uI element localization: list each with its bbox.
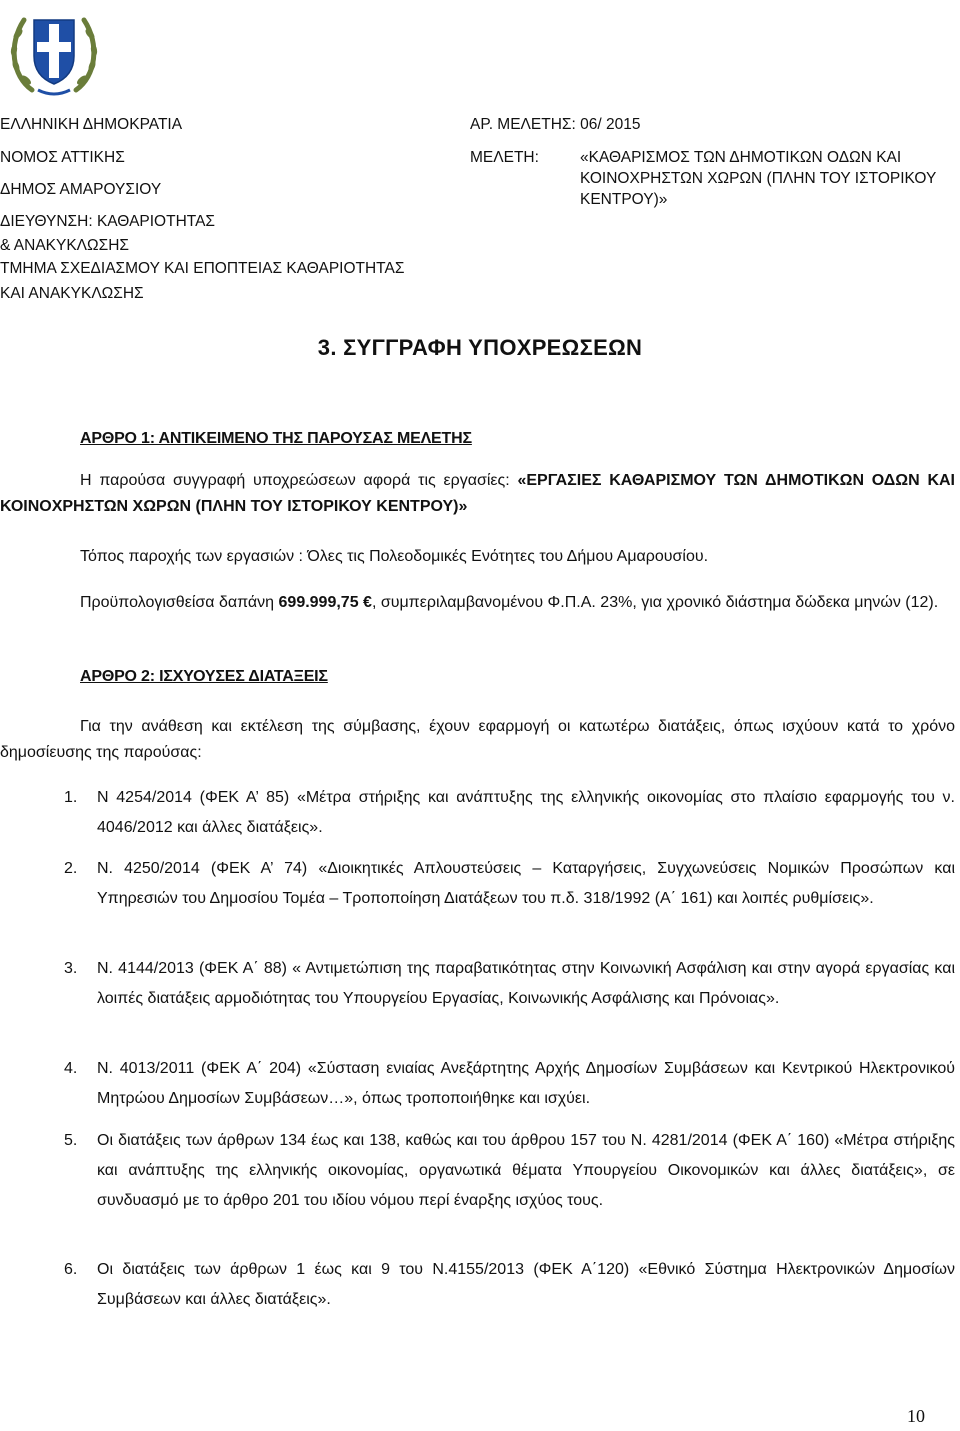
article-1-heading: ΑΡΘΡΟ 1: ΑΝΤΙΚΕΙΜΕΝΟ ΤΗΣ ΠΑΡΟΥΣΑΣ ΜΕΛΕΤΗΣ [80, 430, 472, 447]
item-4-text: Ν. 4013/2011 (ΦΕΚ Α΄ 204) «Σύσταση ενιαίας Ανεξάρτητης Αρχής Δημοσίων Συμβάσεων και Κεντρικού Ηλεκτρονικού Μητρώου Δημοσίων Συμβάσεων…», όπως τροποποιήθηκε και ισχύει. [97, 1060, 955, 1107]
page-number: 10 [907, 1406, 925, 1426]
study-title-line-1: «ΚΑΘΑΡΙΣΜΟΣ ΤΩΝ ΔΗΜΟΤΙΚΩΝ ΟΔΩΝ ΚΑΙ [580, 149, 902, 166]
study-title [580, 147, 936, 210]
item-3-text: Ν. 4144/2013 (ΦΕΚ Α΄ 88) « Αντιμετώπιση της παραβατικότητας στην Κοινωνική Ασφάλιση και στην αγορά εργασίας και λοιπές διατάξεις αρμοδιότητας του Υπουργείου Εργασίας, Κοινωνικής Ασφάλισης και Πρόνοιας». [97, 960, 955, 1007]
item-5-text: Οι διατάξεις των άρθρων 134 έως και 138, καθώς και του άρθρου 157 του Ν. 4281/2014 (ΦΕΚ Α΄ 160) «Μέτρα στήριξης και ανάπτυξης της ελληνικής οικονομίας, οργανωτικά θέματα Υπουργείου Οικονομικών και άλλες διατάξεις», σε συνδυασμό με το άρθρο 201 του ιδίου νόμου περί έναρξης ισχύος τους. [97, 1132, 955, 1209]
item-2-text: Ν. 4250/2014 (ΦΕΚ Α’ 74) «Διοικητικές Απλουστεύσεις – Καταργήσεις, Συγχωνεύσεις Νομικών Προσώπων και Υπηρεσιών του Δημοσίου Τομέα – Τροποποίηση Διατάξεων του π.δ. 318/1992 (Α΄ 161) και λοιπές ρυθμίσεις». [97, 860, 955, 907]
study-number: ΑΡ. ΜΕΛΕΤΗΣ: 06/ 2015 [470, 116, 641, 133]
item-4-number: 4. [64, 1060, 78, 1077]
article-2-intro: Για την ανάθεση και εκτέλεση της σύμβασης, έχουν εφαρμογή οι κατωτέρω διατάξεις, όπως ισχύουν κατά το χρόνο δημοσίευσης της παρούσας: [0, 718, 955, 761]
issuer-line-2: ΝΟΜΟΣ ΑΤΤΙΚΗΣ [0, 149, 125, 166]
item-6-number: 6. [64, 1261, 78, 1278]
study-title-line-2: ΚΟΙΝΟΧΡΗΣΤΩΝ ΧΩΡΩΝ (ΠΛΗΝ ΤΟΥ ΙΣΤΟΡΙΚΟΥ [580, 170, 937, 187]
article-1-p3-amount: 699.999,75 € [278, 594, 372, 611]
issuer-line-1: ΕΛΛΗΝΙΚΗ ΔΗΜΟΚΡΑΤΙΑ [0, 116, 183, 133]
article-1-p1-bold: «ΕΡΓΑΣΙΕΣ ΚΑΘΑΡΙΣΜΟΥ ΤΩΝ ΔΗΜΟΤΙΚΩΝ ΟΔΩΝ ΚΑΙ ΚΟΙΝΟΧΡΗΣΤΩΝ ΧΩΡΩΝ (ΠΛΗΝ ΤΟΥ ΙΣΤΟΡΙΚΟΥ ΚΕΝΤΡΟΥ)» [0, 472, 955, 515]
article-1-paragraph-3 [0, 590, 955, 616]
issuer-line-3: ΔΗΜΟΣ ΑΜΑΡΟΥΣΙΟΥ [0, 181, 162, 198]
document-title: 3. ΣΥΓΓΡΑΦΗ ΥΠΟΧΡΕΩΣΕΩΝ [317, 335, 643, 360]
article-1-p3-text: Προϋπολογισθείσα δαπάνη [80, 594, 279, 611]
greek-republic-seal [4, 4, 104, 100]
issuer-line-6: ΤΜΗΜΑ ΣΧΕΔΙΑΣΜΟΥ ΚΑΙ ΕΠΟΠΤΕΙΑΣ ΚΑΘΑΡΙΟΤΗΤΑΣ [0, 260, 405, 277]
item-1-number: 1. [64, 789, 78, 806]
item-6-text: Οι διατάξεις των άρθρων 1 έως και 9 του Ν.4155/2013 (ΦΕΚ Α΄120) «Εθνικό Σύστημα Ηλεκτρονικών Δημοσίων Συμβάσεων και άλλες διατάξεις». [97, 1261, 955, 1308]
item-5-number: 5. [64, 1132, 78, 1149]
item-3-number: 3. [64, 960, 78, 977]
issuer-line-7: ΚΑΙ ΑΝΑΚΥΚΛΩΣΗΣ [0, 285, 144, 302]
article-1-paragraph-1 [0, 468, 955, 520]
item-2-number: 2. [64, 860, 78, 877]
study-label: ΜΕΛΕΤΗ: [470, 149, 539, 166]
article-1-paragraph-2: Τόπος παροχής των εργασιών : Όλες τις Πολεοδομικές Ενότητες του Δήμου Αμαρουσίου. [80, 548, 709, 565]
issuer-line-4: ΔΙΕΥΘΥΝΣΗ: ΚΑΘΑΡΙΟΤΗΤΑΣ [0, 213, 216, 230]
article-1-p3-end: , συμπεριλαμβανομένου Φ.Π.Α. 23%, για χρονικό διάστημα δώδεκα μηνών (12). [371, 594, 939, 611]
item-1-text: Ν 4254/2014 (ΦΕΚ Α’ 85) «Μέτρα στήριξης και ανάπτυξης της ελληνικής οικονομίας στο πλαίσιο εφαρμογής του ν. 4046/2012 και άλλες διατάξεις». [97, 789, 955, 836]
article-1-p1-text: Η παρούσα συγγραφή υποχρεώσεων αφορά τις εργασίες: [80, 472, 518, 489]
issuer-line-5: & ΑΝΑΚΥΚΛΩΣΗΣ [0, 237, 129, 254]
article-2-heading: ΑΡΘΡΟ 2: ΙΣΧΥΟΥΣΕΣ ΔΙΑΤΑΞΕΙΣ [80, 668, 328, 685]
study-title-line-3: ΚΕΝΤΡΟΥ)» [580, 191, 668, 208]
